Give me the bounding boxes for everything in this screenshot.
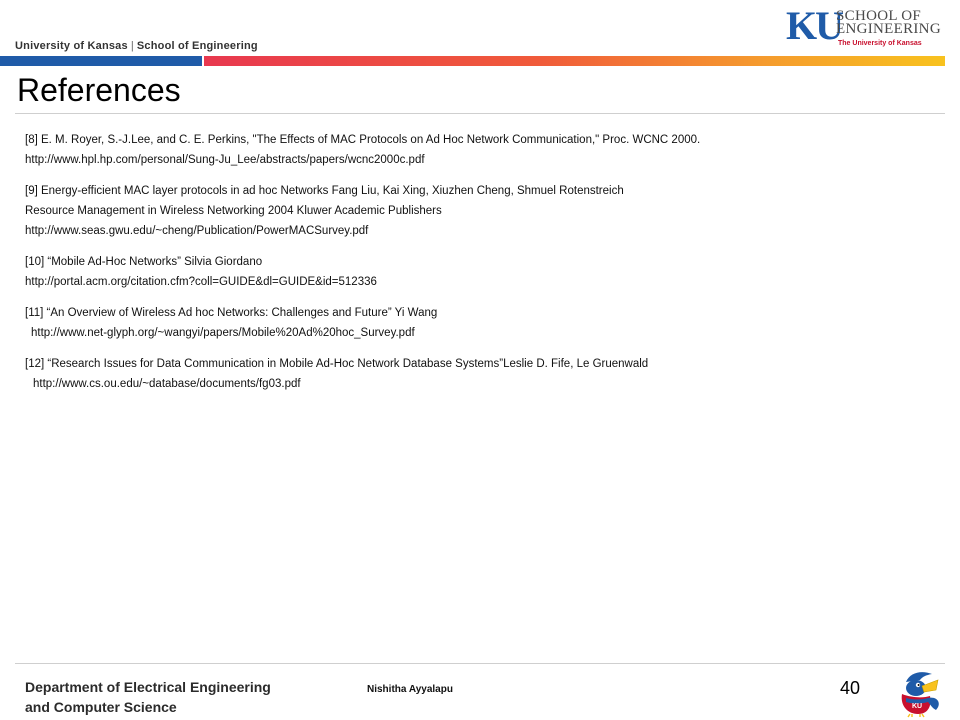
reference-url[interactable]: http://www.seas.gwu.edu/~cheng/Publication/PowerMACSurvey.pdf <box>25 225 369 237</box>
references-list <box>25 130 935 405</box>
department-line2: and Computer Science <box>25 699 177 715</box>
header-color-bar <box>0 56 945 66</box>
reference-item <box>25 252 935 292</box>
reference-item <box>25 354 935 394</box>
color-bar-blue <box>0 56 202 66</box>
reference-item <box>25 130 935 170</box>
page-number: 40 <box>840 678 861 698</box>
header-university: University of Kansas <box>15 40 128 52</box>
footer-divider <box>15 663 945 664</box>
logo-university: The University of Kansas <box>838 40 922 47</box>
reference-citation: [12] “Research Issues for Data Communication in Mobile Ad-Hoc Network Database Systems”Leslie D. Fife, Le Gruenwald <box>25 358 649 370</box>
reference-url[interactable]: http://portal.acm.org/citation.cfm?coll=GUIDE&dl=GUIDE&id=512336 <box>25 276 377 288</box>
reference-publisher: Resource Management in Wireless Networking 2004 Kluwer Academic Publishers <box>25 205 442 217</box>
footer-department <box>25 677 271 717</box>
header-separator: | <box>130 40 134 52</box>
reference-citation: [10] “Mobile Ad-Hoc Networks” Silvia Giordano <box>25 256 263 268</box>
header-school: School of Engineering <box>136 40 258 52</box>
logo-school-name <box>836 10 941 36</box>
logo-school-line1: SCHOOL OF <box>836 8 922 24</box>
ku-engineering-logo <box>786 4 946 52</box>
jayhawk-icon <box>892 668 944 718</box>
reference-url[interactable]: http://www.net-glyph.org/~wangyi/papers/Mobile%20Ad%20hoc_Survey.pdf <box>31 327 415 339</box>
reference-url[interactable]: http://www.hpl.hp.com/personal/Sung-Ju_Lee/abstracts/papers/wcnc2000c.pdf <box>25 154 425 166</box>
slide-title: References <box>17 72 181 108</box>
logo-ku-mark: KU <box>786 3 842 48</box>
reference-url[interactable]: http://www.cs.ou.edu/~database/documents/fg03.pdf <box>33 378 301 390</box>
reference-item <box>25 181 935 241</box>
header-organization <box>15 40 258 52</box>
reference-item <box>25 303 935 343</box>
reference-citation: [11] “An Overview of Wireless Ad hoc Networks: Challenges and Future” Yi Wang <box>25 307 438 319</box>
logo-school-line2: ENGINEERING <box>836 21 941 37</box>
reference-citation: [8] E. M. Royer, S.-J.Lee, and C. E. Perkins, "The Effects of MAC Protocols on Ad Hoc Network Communication," Proc. WCNC 2000. <box>25 134 701 146</box>
color-bar-gradient <box>204 56 945 66</box>
reference-citation: [9] Energy-efficient MAC layer protocols in ad hoc Networks Fang Liu, Kai Xing, Xiuzhen Cheng, Shmuel Rotenstreich <box>25 185 624 197</box>
department-line1: Department of Electrical Engineering <box>25 679 271 695</box>
title-divider <box>15 113 945 114</box>
svg-text:KU: KU <box>912 703 923 710</box>
footer-author: Nishitha Ayyalapu <box>367 684 453 695</box>
